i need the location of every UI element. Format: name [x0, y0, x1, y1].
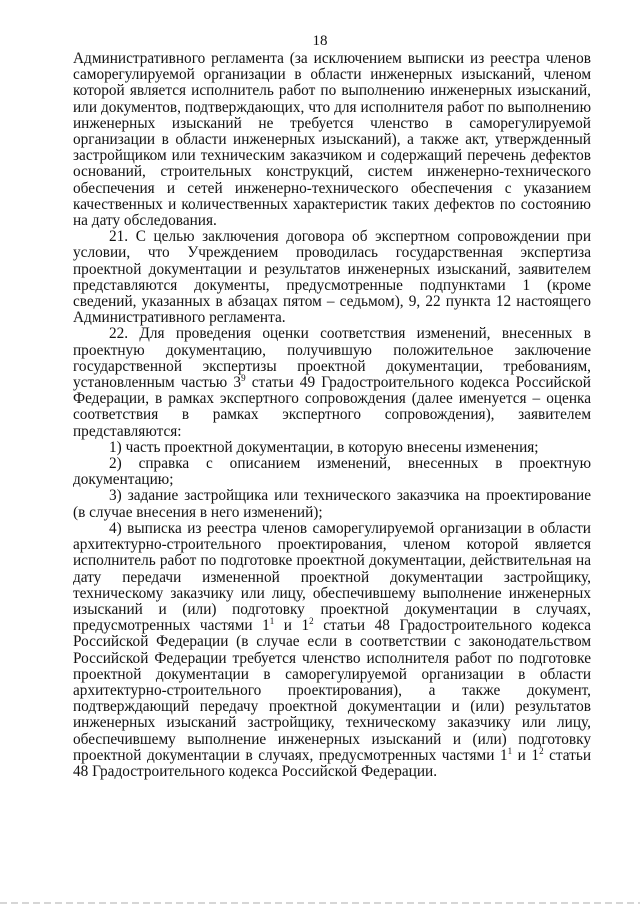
paragraph-text: статьи 48 Градостроительного кодекса Российской Федерации (в случае если в соответствии с законодательством Российской Федерации требуется членство исполнителя работ по подготовке проектной документации в саморегулируемой организации в области архитектурно-строительного проектирования), а также документ, подтверждающий передачу проектной документации и (или) результатов инженерных изысканий застройщику, техническому заказчику или лицу, обеспечившему выполнение инженерных изысканий и (или) подготовку проектной документации в случаях, предусмотренных частями 1: [73, 617, 591, 764]
superscript: 2: [539, 745, 544, 756]
paragraph-text: 2) справка с описанием изменений, внесенных в проектную документацию;: [73, 455, 591, 489]
paragraph-text: 1) часть проектной документации, в которую внесены изменения;: [109, 438, 539, 456]
page-number: 18: [312, 33, 328, 49]
paragraph-p-21: [73, 229, 591, 326]
paragraph-text: и 1: [512, 746, 540, 764]
scan-artifact-line: [0, 902, 640, 904]
paragraph-p-22-1: [73, 440, 591, 456]
superscript: 1: [269, 616, 275, 627]
paragraph-text: Административного регламента (за исключением выписки из реестра членов саморегулируемой организации в области инженерных изысканий, членом которой является исполнитель работ по выполнению инженерных изысканий, или документов, подтверждающих, что для исполнителя работ по выполнению инженерных изысканий не требуется членство в саморегулируемой организации в области инженерных изысканий), а также акт, утвержденный застройщиком или техническим заказчиком и содержащий перечень дефектов оснований, строительных конструкций, систем инженерно-технического обеспечения и сетей инженерно-технического обеспечения с указанием качественных и количественных характеристик таких дефектов по состоянию на дату обследования.: [73, 50, 591, 230]
paragraph-text: и 1: [274, 617, 310, 635]
paragraph-text: статьи 48 Градостроительного кодекса Российской Федерации.: [73, 746, 592, 780]
document-body: [73, 51, 591, 780]
paragraph-p-22: [73, 326, 591, 439]
paragraph-p-22-4: [73, 521, 591, 780]
paragraph-p-continuation: [73, 51, 591, 229]
paragraph-p-22-3: [73, 488, 591, 520]
paragraph-p-22-2: [73, 456, 591, 488]
superscript: 2: [309, 616, 314, 627]
superscript: 9: [241, 372, 246, 383]
paragraph-text: 4) выписка из реестра членов саморегулируемой организации в области архитектурно-строительного проектирования, членом которой является исполнитель работ по подготовке проектной документации, действительная на дату передачи измененной проектной документации застройщику, техническому заказчику или лицу, обеспечившему выполнение инженерных изысканий и (или) подготовку проектной документации в случаях, предусмотренных частями 1: [73, 519, 591, 635]
paragraph-text: 21. С целью заключения договора об экспертном сопровождении при условии, что Учреждением проводилась государственная экспертиза проектной документации и результатов инженерных изысканий, заявителем представляются документы, предусмотренные подпунктами 1 (кроме сведений, указанных в абзацах пятом – седьмом), 9, 22 пункта 12 настоящего Административного регламента.: [73, 228, 591, 327]
superscript: 1: [507, 745, 513, 756]
paragraph-text: 3) задание застройщика или технического заказчика на проектирование (в случае внесения в него изменений);: [73, 487, 591, 521]
paragraph-text: статьи 49 Градостроительного кодекса Российской Федерации, в рамках экспертного сопровождения (далее именуется – оценка соответствия в рамках экспертного сопровождения), заявителем представляются:: [73, 374, 591, 440]
paragraph-text: 22. Для проведения оценки соответствия изменений, внесенных в проектную документацию, получившую положительное заключение государственной экспертизы проектной документации, требованиям, установленным частью 3: [73, 325, 591, 392]
